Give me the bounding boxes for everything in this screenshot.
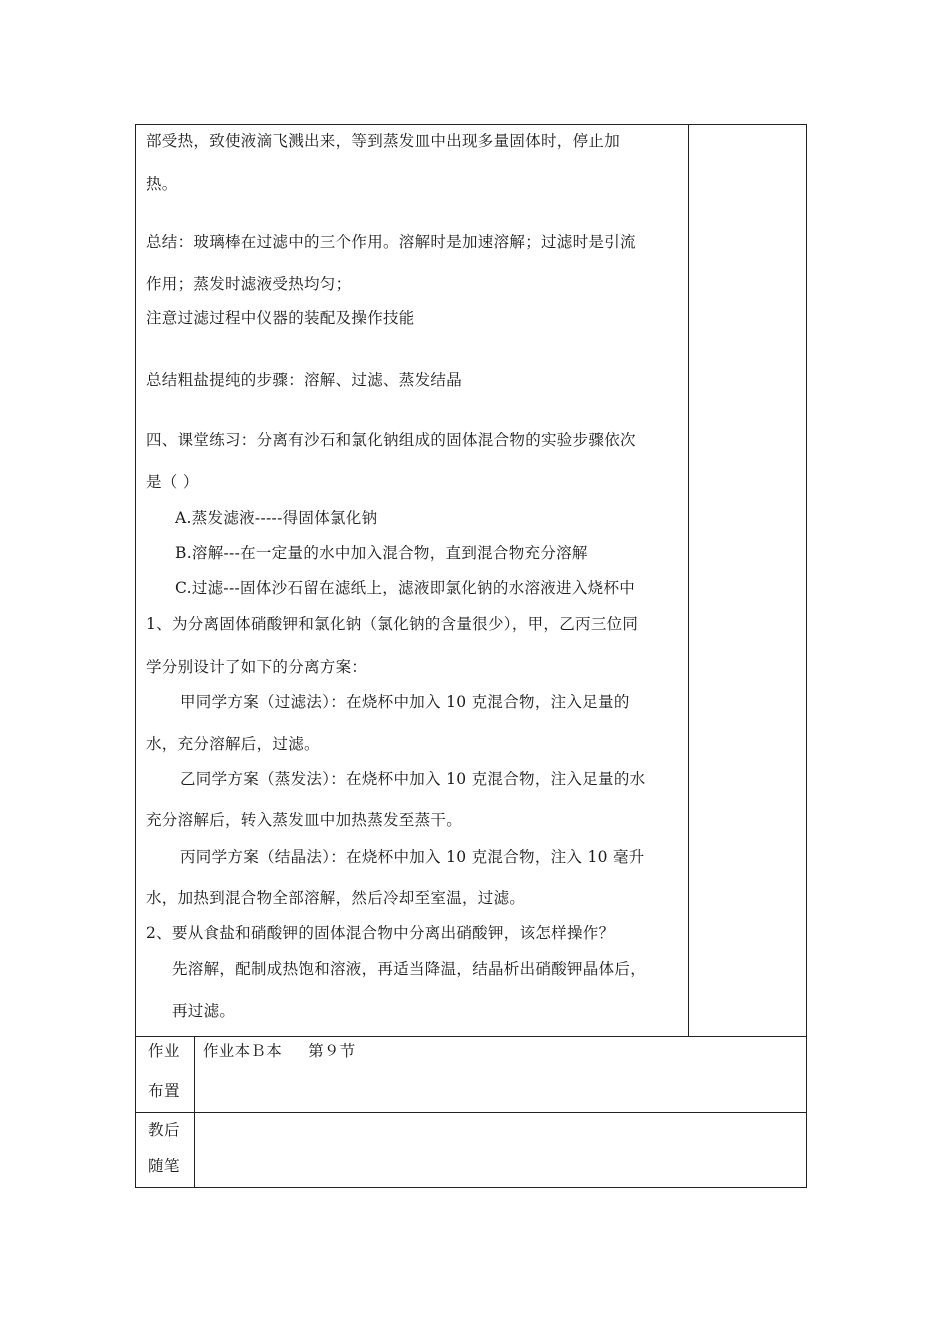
- content-line-1: 部受热，致使液滴飞溅出来，等到蒸发皿中出现多量固体时，停止加: [146, 132, 621, 150]
- content-line-8: 是（ ）: [146, 473, 199, 491]
- table-divider-main-column: [688, 124, 689, 1037]
- homework-label-line1: 作业: [148, 1042, 181, 1060]
- content-line-14: 甲同学方案（过滤法）：在烧杯中加入 10 克混合物，注入足量的: [180, 693, 630, 711]
- table-divider-homework-top: [135, 1036, 807, 1037]
- table-divider-notes-top: [135, 1112, 807, 1113]
- table-border-top: [135, 124, 807, 125]
- content-line-10: B.溶解---在一定量的水中加入混合物，直到混合物充分溶解: [175, 544, 588, 562]
- content-line-20: 2、要从食盐和硝酸钾的固体混合物中分离出硝酸钾，该怎样操作？: [146, 924, 615, 942]
- content-line-12: 1、为分离固体硝酸钾和氯化钠（氯化钠的含量很少），甲，乙丙三位同: [146, 615, 639, 633]
- content-line-5: 注意过滤过程中仪器的装配及操作技能: [146, 309, 415, 327]
- content-line-15: 水，充分溶解后，过滤。: [146, 735, 320, 753]
- content-line-9: A.蒸发滤液-----得固体氯化钠: [175, 509, 378, 527]
- content-line-6: 总结粗盐提纯的步骤：溶解、过滤、蒸发结晶: [146, 371, 463, 389]
- content-line-17: 充分溶解后，转入蒸发皿中加热蒸发至蒸干。: [146, 811, 463, 829]
- content-line-22: 再过滤。: [172, 1002, 236, 1020]
- content-line-21: 先溶解，配制成热饱和溶液，再适当降温，结晶析出硝酸钾晶体后，: [172, 960, 647, 978]
- content-line-4: 作用；蒸发时滤液受热均匀；: [146, 275, 352, 293]
- homework-text: 作业本Ｂ本 第９节: [203, 1042, 356, 1060]
- homework-label-line2: 布置: [148, 1082, 181, 1100]
- content-line-7: 四、课堂练习：分离有沙石和氯化钠组成的固体混合物的实验步骤依次: [146, 431, 636, 449]
- content-line-16: 乙同学方案（蒸发法）：在烧杯中加入 10 克混合物，注入足量的水: [180, 770, 646, 788]
- table-border-right: [806, 124, 807, 1188]
- content-line-11: C.过滤---固体沙石留在滤纸上，滤液即氯化钠的水溶液进入烧杯中: [175, 579, 636, 597]
- content-line-19: 水，加热到混合物全部溶解，然后冷却至室温，过滤。: [146, 889, 526, 907]
- content-line-3: 总结：玻璃棒在过滤中的三个作用。溶解时是加速溶解；过滤时是引流: [146, 233, 636, 251]
- content-line-18: 丙同学方案（结晶法）：在烧杯中加入 10 克混合物，注入 10 毫升: [180, 848, 645, 866]
- notes-label-line2: 随笔: [148, 1157, 181, 1175]
- notes-label-line1: 教后: [148, 1121, 181, 1139]
- content-line-13: 学分别设计了如下的分离方案：: [146, 658, 368, 676]
- content-line-2: 热。: [146, 175, 178, 193]
- table-border-bottom: [135, 1187, 807, 1188]
- table-border-left: [135, 124, 136, 1188]
